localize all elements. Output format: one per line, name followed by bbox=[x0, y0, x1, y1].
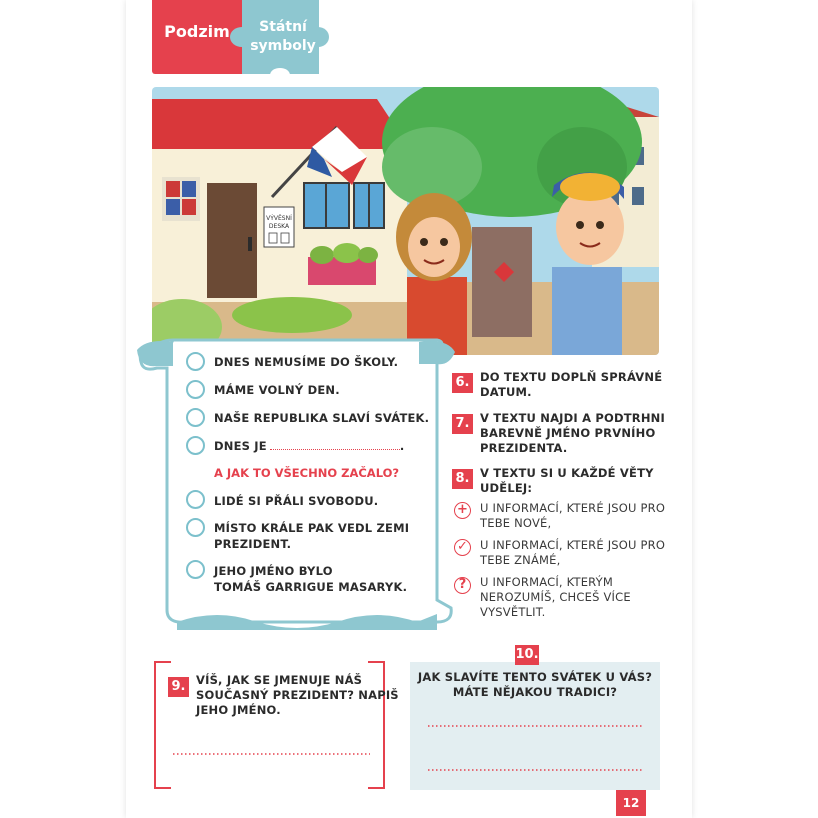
line-b: TEBE ZNÁMÉ, bbox=[480, 553, 561, 567]
checkbox-circle[interactable] bbox=[186, 518, 205, 537]
line-b: MÁTE NĚJAKOU TRADICI? bbox=[452, 685, 618, 699]
line-a: VÍŠ, JAK SE JMENUJE NÁŠ bbox=[196, 673, 363, 687]
checkbox-circle[interactable] bbox=[186, 436, 205, 455]
dnes-je-period: . bbox=[399, 439, 405, 453]
checkbox-circle[interactable] bbox=[186, 408, 205, 427]
checkbox-circle[interactable] bbox=[186, 352, 205, 371]
line-a: U INFORMACÍ, KTERÉ JSOU PRO bbox=[480, 501, 666, 515]
line-b: DATUM. bbox=[480, 385, 532, 399]
answer-line[interactable] bbox=[428, 759, 642, 773]
line-a: U INFORMACÍ, KTERÉ JSOU PRO bbox=[480, 538, 666, 552]
line-b: BAREVNĚ JMÉNO PRVNÍHO bbox=[480, 426, 656, 440]
board-text-1: VÝVĚSNÍ bbox=[266, 215, 292, 222]
topic-tab-line1: Státní bbox=[259, 19, 307, 35]
line-a: U INFORMACÍ, KTERÝM bbox=[480, 575, 613, 589]
page-number: 12 bbox=[616, 790, 646, 816]
task-7-text bbox=[480, 411, 665, 456]
answer-line[interactable] bbox=[428, 715, 642, 729]
line-a: V TEXTU SI U KAŽDÉ VĚTY bbox=[480, 466, 654, 480]
checkbox-circle[interactable] bbox=[186, 490, 205, 509]
scroll-line-1: DNES NEMUSÍME DO ŠKOLY. bbox=[214, 355, 399, 369]
task-9-badge: 9. bbox=[168, 677, 189, 697]
topic-tab bbox=[242, 0, 319, 74]
scroll-line-6 bbox=[214, 520, 409, 552]
line-a: JAK SLAVÍTE TENTO SVÁTEK U VÁS? bbox=[417, 670, 653, 684]
line-a: MÍSTO KRÁLE PAK VEDL ZEMI bbox=[214, 521, 410, 535]
checkmark-icon: ✓ bbox=[454, 539, 471, 556]
scroll-question: A JAK TO VŠECHNO ZAČALO? bbox=[214, 466, 400, 480]
task-8-option-3 bbox=[480, 575, 631, 620]
task-6-text bbox=[480, 370, 662, 400]
line-b: UDĚLEJ: bbox=[480, 481, 533, 495]
task-10-badge: 10. bbox=[515, 645, 539, 665]
answer-line[interactable] bbox=[173, 740, 370, 754]
topic-tab-label bbox=[242, 18, 324, 56]
scroll-line-2: MÁME VOLNÝ DEN. bbox=[214, 383, 340, 397]
season-tab bbox=[152, 0, 242, 74]
task-7-badge: 7. bbox=[452, 414, 473, 434]
task-8-badge: 8. bbox=[452, 469, 473, 489]
task-8-text bbox=[480, 466, 654, 496]
scroll-line-3: NAŠE REPUBLIKA SLAVÍ SVÁTEK. bbox=[214, 411, 430, 425]
season-tab-label: Podzim bbox=[164, 22, 230, 41]
task-6-badge: 6. bbox=[452, 373, 473, 393]
line-b: TOMÁŠ GARRIGUE MASARYK. bbox=[214, 580, 408, 594]
task-8-option-1 bbox=[480, 501, 665, 531]
task-8-option-2 bbox=[480, 538, 665, 568]
scroll-line-4 bbox=[214, 438, 404, 454]
puzzle-notch bbox=[270, 68, 290, 82]
task-9-text bbox=[196, 673, 399, 718]
board-text-2: DESKA bbox=[268, 223, 290, 230]
line-a: DO TEXTU DOPLŇ SPRÁVNÉ bbox=[480, 370, 663, 384]
line-c: JEHO JMÉNO. bbox=[196, 703, 281, 717]
illustration bbox=[152, 87, 659, 355]
date-blank[interactable] bbox=[270, 439, 400, 450]
scroll-line-5: LIDÉ SI PŘÁLI SVOBODU. bbox=[214, 494, 379, 508]
checkbox-circle[interactable] bbox=[186, 380, 205, 399]
line-c: PREZIDENTA. bbox=[480, 441, 568, 455]
line-b: PREZIDENT. bbox=[214, 537, 292, 551]
checkbox-circle[interactable] bbox=[186, 560, 205, 579]
line-a: V TEXTU NAJDI A PODTRHNI bbox=[480, 411, 665, 425]
scroll-line-7 bbox=[214, 563, 407, 595]
line-b: NEROZUMÍŠ, CHCEŠ VÍCE bbox=[480, 590, 631, 604]
line-b: SOUČASNÝ PREZIDENT? NAPIŠ bbox=[196, 688, 399, 702]
plus-icon: + bbox=[454, 502, 471, 519]
line-b: TEBE NOVÉ, bbox=[480, 516, 552, 530]
topic-tab-line2: symboly bbox=[250, 38, 316, 54]
dnes-je-label: DNES JE bbox=[214, 439, 267, 453]
line-c: VYSVĚTLIT. bbox=[480, 605, 546, 619]
line-a: JEHO JMÉNO BYLO bbox=[214, 564, 333, 578]
question-icon: ? bbox=[454, 577, 471, 594]
